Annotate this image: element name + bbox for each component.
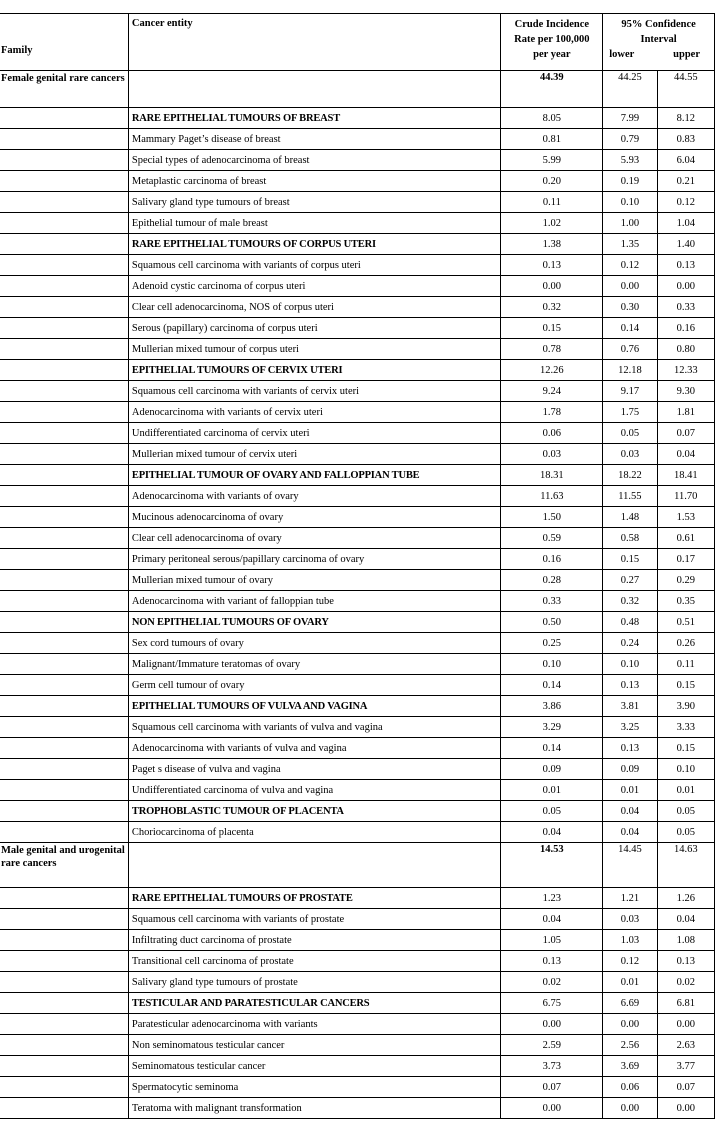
rate-cell: 0.81 (501, 129, 603, 150)
rate-cell: 0.00 (501, 1098, 603, 1119)
rate-cell: 11.63 (501, 486, 603, 507)
lower-cell: 18.22 (603, 465, 657, 486)
rate-cell: 12.26 (501, 360, 603, 381)
upper-cell: 0.00 (657, 1098, 714, 1119)
family-cell (0, 759, 128, 780)
family-cell (0, 339, 128, 360)
entity-cell: Teratoma with malignant transformation (128, 1098, 501, 1119)
rate-cell: 0.04 (501, 909, 603, 930)
family-cell (0, 444, 128, 465)
family-cell (0, 234, 128, 255)
upper-cell: 0.04 (657, 909, 714, 930)
family-cell (0, 255, 128, 276)
rate-cell: 5.99 (501, 150, 603, 171)
entity-cell: Adenocarcinoma with variants of vulva and vagina (128, 738, 501, 759)
entity-cell: Undifferentiated carcinoma of cervix uteri (128, 423, 501, 444)
family-cell (0, 381, 128, 402)
header-upper: upper (673, 49, 700, 60)
group-row (0, 993, 715, 1014)
table-row (0, 486, 715, 507)
family-row (0, 71, 715, 108)
rate-cell: 1.23 (501, 888, 603, 909)
table-row (0, 633, 715, 654)
entity-cell: Salivary gland type tumours of prostate (128, 972, 501, 993)
lower-cell: 0.58 (603, 528, 657, 549)
lower-cell: 0.06 (603, 1077, 657, 1098)
lower-cell: 0.24 (603, 633, 657, 654)
family-cell (0, 507, 128, 528)
entity-cell: Squamous cell carcinoma with variants of corpus uteri (128, 255, 501, 276)
table-row (0, 675, 715, 696)
entity-cell: Clear cell adenocarcinoma, NOS of corpus uteri (128, 297, 501, 318)
group-row (0, 888, 715, 909)
table-row (0, 759, 715, 780)
upper-cell: 0.33 (657, 297, 714, 318)
entity-cell: RARE EPITHELIAL TUMOURS OF PROSTATE (128, 888, 501, 909)
rate-cell: 18.31 (501, 465, 603, 486)
entity-cell: Metaplastic carcinoma of breast (128, 171, 501, 192)
upper-cell: 3.90 (657, 696, 714, 717)
table-row (0, 129, 715, 150)
family-cell: Female genital rare cancers (0, 71, 128, 108)
entity-cell: Mucinous adenocarcinoma of ovary (128, 507, 501, 528)
lower-cell: 0.32 (603, 591, 657, 612)
lower-cell: 0.79 (603, 129, 657, 150)
rate-cell: 0.16 (501, 549, 603, 570)
entity-cell: Paratesticular adenocarcinoma with variants (128, 1014, 501, 1035)
family-cell (0, 654, 128, 675)
family-cell (0, 780, 128, 801)
entity-cell: Adenocarcinoma with variant of falloppian tube (128, 591, 501, 612)
family-cell (0, 993, 128, 1014)
table-row (0, 549, 715, 570)
entity-cell: RARE EPITHELIAL TUMOURS OF BREAST (128, 108, 501, 129)
upper-cell: 0.11 (657, 654, 714, 675)
upper-cell: 0.07 (657, 423, 714, 444)
table-row (0, 1014, 715, 1035)
lower-cell: 0.10 (603, 654, 657, 675)
family-cell (0, 738, 128, 759)
family-cell (0, 822, 128, 843)
upper-cell: 6.81 (657, 993, 714, 1014)
lower-cell: 0.05 (603, 423, 657, 444)
lower-cell: 44.25 (603, 71, 657, 108)
lower-cell: 12.18 (603, 360, 657, 381)
upper-cell: 0.15 (657, 675, 714, 696)
family-cell (0, 570, 128, 591)
table-row (0, 1077, 715, 1098)
family-cell (0, 108, 128, 129)
lower-cell: 1.75 (603, 402, 657, 423)
table-row (0, 381, 715, 402)
upper-cell: 0.80 (657, 339, 714, 360)
lower-cell: 0.15 (603, 549, 657, 570)
upper-cell: 0.26 (657, 633, 714, 654)
lower-cell: 1.21 (603, 888, 657, 909)
lower-cell: 0.03 (603, 444, 657, 465)
lower-cell: 0.00 (603, 1014, 657, 1035)
table-row (0, 402, 715, 423)
rate-cell: 0.13 (501, 951, 603, 972)
table-row (0, 276, 715, 297)
group-row (0, 465, 715, 486)
header-crude-incidence-rate: Crude Incidence Rate per 100,000 per year (501, 14, 603, 71)
entity-cell: Transitional cell carcinoma of prostate (128, 951, 501, 972)
upper-cell: 1.04 (657, 213, 714, 234)
lower-cell: 0.76 (603, 339, 657, 360)
entity-cell: Clear cell adenocarcinoma of ovary (128, 528, 501, 549)
rate-cell: 0.06 (501, 423, 603, 444)
family-cell (0, 297, 128, 318)
lower-cell: 0.19 (603, 171, 657, 192)
family-cell (0, 675, 128, 696)
entity-cell: RARE EPITHELIAL TUMOURS OF CORPUS UTERI (128, 234, 501, 255)
rate-cell: 0.05 (501, 801, 603, 822)
upper-cell: 0.29 (657, 570, 714, 591)
table-row (0, 318, 715, 339)
lower-cell: 0.00 (603, 276, 657, 297)
family-cell (0, 360, 128, 381)
family-cell (0, 888, 128, 909)
entity-cell: Squamous cell carcinoma with variants of cervix uteri (128, 381, 501, 402)
lower-cell: 0.12 (603, 255, 657, 276)
entity-cell: Seminomatous testicular cancer (128, 1056, 501, 1077)
entity-cell: Adenocarcinoma with variants of cervix uteri (128, 402, 501, 423)
family-cell (0, 1056, 128, 1077)
table-row (0, 339, 715, 360)
entity-cell: Choriocarcinoma of placenta (128, 822, 501, 843)
family-cell (0, 696, 128, 717)
entity-cell: Infiltrating duct carcinoma of prostate (128, 930, 501, 951)
rate-cell: 9.24 (501, 381, 603, 402)
upper-cell: 6.04 (657, 150, 714, 171)
lower-cell: 0.13 (603, 738, 657, 759)
family-cell (0, 909, 128, 930)
family-cell (0, 213, 128, 234)
upper-cell: 9.30 (657, 381, 714, 402)
upper-cell: 0.04 (657, 444, 714, 465)
lower-cell: 0.27 (603, 570, 657, 591)
table-row (0, 213, 715, 234)
family-cell (0, 402, 128, 423)
lower-cell: 7.99 (603, 108, 657, 129)
entity-cell: EPITHELIAL TUMOURS OF CERVIX UTERI (128, 360, 501, 381)
lower-cell: 1.35 (603, 234, 657, 255)
group-row (0, 696, 715, 717)
family-cell (0, 129, 128, 150)
entity-cell: NON EPITHELIAL TUMOURS OF OVARY (128, 612, 501, 633)
lower-cell: 3.69 (603, 1056, 657, 1077)
entity-cell: Germ cell tumour of ovary (128, 675, 501, 696)
incidence-table (0, 13, 715, 1119)
entity-cell: Epithelial tumour of male breast (128, 213, 501, 234)
rate-cell: 0.14 (501, 675, 603, 696)
group-row (0, 234, 715, 255)
family-cell (0, 951, 128, 972)
rate-cell: 0.01 (501, 780, 603, 801)
lower-cell: 0.04 (603, 822, 657, 843)
rate-cell: 1.05 (501, 930, 603, 951)
rate-cell: 1.78 (501, 402, 603, 423)
entity-cell: EPITHELIAL TUMOUR OF OVARY AND FALLOPPIAN TUBE (128, 465, 501, 486)
entity-cell: TROPHOBLASTIC TUMOUR OF PLACENTA (128, 801, 501, 822)
entity-cell: Special types of adenocarcinoma of breast (128, 150, 501, 171)
entity-cell: TESTICULAR AND PARATESTICULAR CANCERS (128, 993, 501, 1014)
upper-cell: 0.00 (657, 276, 714, 297)
lower-cell: 0.01 (603, 972, 657, 993)
rate-cell: 0.50 (501, 612, 603, 633)
rate-cell: 0.28 (501, 570, 603, 591)
lower-cell: 1.48 (603, 507, 657, 528)
lower-cell: 3.81 (603, 696, 657, 717)
lower-cell: 0.04 (603, 801, 657, 822)
rate-cell: 0.10 (501, 654, 603, 675)
family-cell (0, 801, 128, 822)
table-row (0, 822, 715, 843)
upper-cell: 0.15 (657, 738, 714, 759)
group-row (0, 612, 715, 633)
lower-cell: 11.55 (603, 486, 657, 507)
upper-cell: 0.12 (657, 192, 714, 213)
rate-cell: 0.59 (501, 528, 603, 549)
table-header-row (0, 14, 715, 71)
rate-cell: 3.86 (501, 696, 603, 717)
rate-cell: 14.53 (501, 843, 603, 888)
family-cell (0, 1035, 128, 1056)
entity-cell: Primary peritoneal serous/papillary carcinoma of ovary (128, 549, 501, 570)
family-cell (0, 318, 128, 339)
rate-cell: 0.78 (501, 339, 603, 360)
table-row (0, 297, 715, 318)
lower-cell: 0.09 (603, 759, 657, 780)
table-row (0, 1098, 715, 1119)
upper-cell: 8.12 (657, 108, 714, 129)
table-row (0, 444, 715, 465)
group-row (0, 360, 715, 381)
family-cell (0, 1098, 128, 1119)
lower-cell: 0.48 (603, 612, 657, 633)
rate-cell: 6.75 (501, 993, 603, 1014)
upper-cell: 0.07 (657, 1077, 714, 1098)
upper-cell: 0.51 (657, 612, 714, 633)
upper-cell: 1.53 (657, 507, 714, 528)
family-cell (0, 171, 128, 192)
family-cell (0, 717, 128, 738)
header-family: Family (0, 14, 128, 71)
header-cancer-entity: Cancer entity (128, 14, 501, 71)
entity-cell: Mammary Paget’s disease of breast (128, 129, 501, 150)
rate-cell: 8.05 (501, 108, 603, 129)
upper-cell: 0.61 (657, 528, 714, 549)
table-row (0, 951, 715, 972)
upper-cell: 44.55 (657, 71, 714, 108)
entity-cell: EPITHELIAL TUMOURS OF VULVA AND VAGINA (128, 696, 501, 717)
table-row (0, 591, 715, 612)
entity-cell: Malignant/Immature teratomas of ovary (128, 654, 501, 675)
entity-cell: Adenoid cystic carcinoma of corpus uteri (128, 276, 501, 297)
entity-cell: Paget s disease of vulva and vagina (128, 759, 501, 780)
header-lower: lower (609, 49, 635, 60)
table-row (0, 717, 715, 738)
entity-cell: Sex cord tumours of ovary (128, 633, 501, 654)
family-cell (0, 528, 128, 549)
entity-cell: Undifferentiated carcinoma of vulva and vagina (128, 780, 501, 801)
table-body (0, 71, 715, 1119)
entity-cell: Mullerian mixed tumour of cervix uteri (128, 444, 501, 465)
lower-cell: 14.45 (603, 843, 657, 888)
table-row (0, 930, 715, 951)
family-cell (0, 276, 128, 297)
table-row (0, 171, 715, 192)
family-cell (0, 549, 128, 570)
rate-cell: 3.29 (501, 717, 603, 738)
rate-cell: 0.33 (501, 591, 603, 612)
rate-cell: 0.00 (501, 1014, 603, 1035)
entity-cell: Salivary gland type tumours of breast (128, 192, 501, 213)
table-row (0, 570, 715, 591)
entity-cell (128, 71, 501, 108)
table-row (0, 909, 715, 930)
rate-cell: 0.02 (501, 972, 603, 993)
table-row (0, 738, 715, 759)
upper-cell: 0.05 (657, 801, 714, 822)
upper-cell: 1.26 (657, 888, 714, 909)
lower-cell: 1.03 (603, 930, 657, 951)
lower-cell: 5.93 (603, 150, 657, 171)
rate-cell: 0.14 (501, 738, 603, 759)
table-row (0, 528, 715, 549)
rate-cell: 3.73 (501, 1056, 603, 1077)
family-cell (0, 423, 128, 444)
lower-cell: 9.17 (603, 381, 657, 402)
rate-cell: 0.15 (501, 318, 603, 339)
lower-cell: 0.03 (603, 909, 657, 930)
upper-cell: 0.16 (657, 318, 714, 339)
upper-cell: 2.63 (657, 1035, 714, 1056)
family-cell (0, 192, 128, 213)
upper-cell: 0.13 (657, 951, 714, 972)
table-row (0, 192, 715, 213)
upper-cell: 0.17 (657, 549, 714, 570)
rate-cell: 0.04 (501, 822, 603, 843)
table-row (0, 255, 715, 276)
upper-cell: 1.40 (657, 234, 714, 255)
family-row (0, 843, 715, 888)
lower-cell: 0.12 (603, 951, 657, 972)
upper-cell: 3.77 (657, 1056, 714, 1077)
upper-cell: 0.83 (657, 129, 714, 150)
family-cell: Male genital and urogenital rare cancers (0, 843, 128, 888)
upper-cell: 1.81 (657, 402, 714, 423)
upper-cell: 1.08 (657, 930, 714, 951)
entity-cell (128, 843, 501, 888)
entity-cell: Mullerian mixed tumour of corpus uteri (128, 339, 501, 360)
family-cell (0, 633, 128, 654)
rate-cell: 2.59 (501, 1035, 603, 1056)
lower-cell: 0.13 (603, 675, 657, 696)
rate-cell: 0.20 (501, 171, 603, 192)
lower-cell: 1.00 (603, 213, 657, 234)
table-row (0, 423, 715, 444)
upper-cell: 3.33 (657, 717, 714, 738)
upper-cell: 0.01 (657, 780, 714, 801)
table-row (0, 150, 715, 171)
lower-cell: 2.56 (603, 1035, 657, 1056)
rate-cell: 0.03 (501, 444, 603, 465)
entity-cell: Squamous cell carcinoma with variants of prostate (128, 909, 501, 930)
rate-cell: 1.38 (501, 234, 603, 255)
rate-cell: 0.13 (501, 255, 603, 276)
lower-cell: 0.10 (603, 192, 657, 213)
upper-cell: 0.13 (657, 255, 714, 276)
entity-cell: Adenocarcinoma with variants of ovary (128, 486, 501, 507)
upper-cell: 18.41 (657, 465, 714, 486)
family-cell (0, 150, 128, 171)
lower-cell: 6.69 (603, 993, 657, 1014)
rate-cell: 44.39 (501, 71, 603, 108)
lower-cell: 0.30 (603, 297, 657, 318)
lower-cell: 0.00 (603, 1098, 657, 1119)
group-row (0, 108, 715, 129)
table-row (0, 507, 715, 528)
rate-cell: 0.11 (501, 192, 603, 213)
upper-cell: 0.02 (657, 972, 714, 993)
lower-cell: 0.01 (603, 780, 657, 801)
rate-cell: 0.25 (501, 633, 603, 654)
rate-cell: 0.00 (501, 276, 603, 297)
upper-cell: 0.05 (657, 822, 714, 843)
family-cell (0, 1014, 128, 1035)
rate-cell: 1.50 (501, 507, 603, 528)
upper-cell: 0.00 (657, 1014, 714, 1035)
lower-cell: 3.25 (603, 717, 657, 738)
family-cell (0, 486, 128, 507)
upper-cell: 0.21 (657, 171, 714, 192)
rate-cell: 0.32 (501, 297, 603, 318)
entity-cell: Squamous cell carcinoma with variants of vulva and vagina (128, 717, 501, 738)
table-row (0, 780, 715, 801)
entity-cell: Non seminomatous testicular cancer (128, 1035, 501, 1056)
family-cell (0, 465, 128, 486)
upper-cell: 12.33 (657, 360, 714, 381)
table-row (0, 1035, 715, 1056)
lower-cell: 0.14 (603, 318, 657, 339)
entity-cell: Spermatocytic seminoma (128, 1077, 501, 1098)
upper-cell: 11.70 (657, 486, 714, 507)
family-cell (0, 1077, 128, 1098)
table-row (0, 1056, 715, 1077)
upper-cell: 14.63 (657, 843, 714, 888)
rate-cell: 1.02 (501, 213, 603, 234)
upper-cell: 0.10 (657, 759, 714, 780)
entity-cell: Serous (papillary) carcinoma of corpus uteri (128, 318, 501, 339)
family-cell (0, 612, 128, 633)
family-cell (0, 930, 128, 951)
rate-cell: 0.09 (501, 759, 603, 780)
table-row (0, 654, 715, 675)
entity-cell: Mullerian mixed tumour of ovary (128, 570, 501, 591)
header-confidence-interval: 95% Confidence Interval lower upper (603, 14, 715, 71)
family-cell (0, 591, 128, 612)
family-cell (0, 972, 128, 993)
table-row (0, 972, 715, 993)
upper-cell: 0.35 (657, 591, 714, 612)
group-row (0, 801, 715, 822)
rate-cell: 0.07 (501, 1077, 603, 1098)
